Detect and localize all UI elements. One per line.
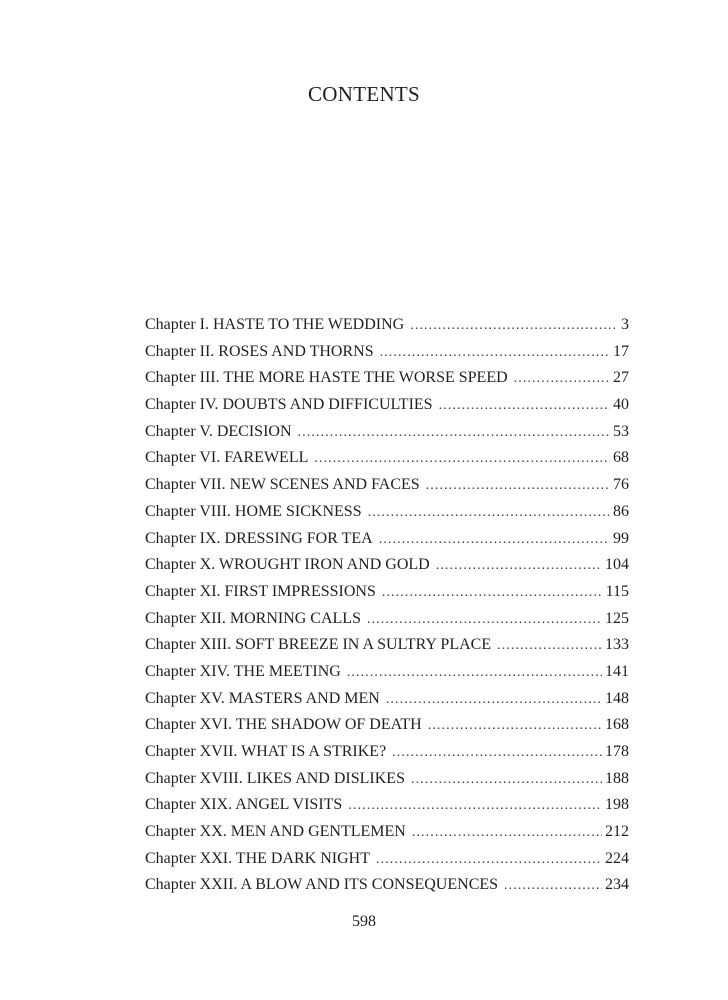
toc-entry-title: Chapter XI. FIRST IMPRESSIONS bbox=[145, 582, 376, 600]
dot-leader bbox=[412, 820, 602, 847]
toc-entry[interactable] bbox=[145, 339, 629, 366]
dot-leader bbox=[411, 767, 602, 794]
toc-entry[interactable] bbox=[145, 846, 629, 873]
toc-entry-page: 68 bbox=[613, 449, 629, 467]
toc-entry[interactable] bbox=[145, 712, 629, 739]
dot-leader bbox=[497, 633, 602, 660]
toc-entry-title: Chapter II. ROSES AND THORNS bbox=[145, 342, 374, 360]
toc-entry[interactable] bbox=[145, 499, 629, 526]
toc-entry-title: Chapter XXII. A BLOW AND ITS CONSEQUENCES bbox=[145, 876, 499, 894]
toc-entry[interactable] bbox=[145, 392, 629, 419]
toc-entry-page: 40 bbox=[613, 396, 629, 414]
dot-leader bbox=[386, 687, 602, 714]
toc-entry-title: Chapter VI. FAREWELL bbox=[145, 449, 309, 467]
toc-entry-title: Chapter XXI. THE DARK NIGHT bbox=[145, 849, 370, 867]
dot-leader bbox=[368, 500, 610, 527]
toc-entry-page: 178 bbox=[605, 743, 629, 760]
toc-entry-title: Chapter XVII. WHAT IS A STRIKE? bbox=[145, 743, 387, 760]
table-of-contents bbox=[145, 312, 629, 899]
toc-entry[interactable] bbox=[145, 312, 629, 339]
toc-entry-title: Chapter VIII. HOME SICKNESS bbox=[145, 502, 362, 520]
dot-leader bbox=[426, 473, 610, 500]
page-title: CONTENTS bbox=[307, 82, 421, 106]
toc-entry-title: Chapter XII. MORNING CALLS bbox=[145, 609, 361, 627]
toc-entry[interactable] bbox=[145, 606, 629, 633]
toc-entry[interactable] bbox=[145, 445, 629, 472]
toc-entry-page: 125 bbox=[605, 609, 629, 627]
toc-entry[interactable] bbox=[145, 526, 629, 553]
toc-entry-page: 148 bbox=[605, 689, 629, 707]
dot-leader bbox=[504, 873, 602, 900]
toc-entry-page: 188 bbox=[605, 769, 629, 787]
toc-entry-title: Chapter III. THE MORE HASTE THE WORSE SPEED bbox=[145, 369, 508, 387]
toc-entry-page: 212 bbox=[605, 823, 629, 841]
toc-entry-page: 99 bbox=[613, 529, 629, 547]
dot-leader bbox=[410, 313, 618, 340]
dot-leader bbox=[439, 393, 610, 420]
toc-entry-title: Chapter IX. DRESSING FOR TEA bbox=[145, 529, 373, 547]
toc-entry-title: Chapter V. DECISION bbox=[145, 422, 292, 440]
dot-leader bbox=[348, 793, 602, 820]
toc-entry-title: Chapter XIII. SOFT BREEZE IN A SULTRY PLACE bbox=[145, 636, 492, 654]
toc-entry[interactable] bbox=[145, 659, 629, 686]
toc-entry-title: Chapter VII. NEW SCENES AND FACES bbox=[145, 476, 420, 494]
dot-leader bbox=[314, 446, 610, 473]
dot-leader bbox=[379, 527, 610, 554]
toc-entry[interactable] bbox=[145, 872, 629, 899]
toc-entry-page: 133 bbox=[605, 636, 629, 654]
toc-entry-page: 224 bbox=[605, 849, 629, 867]
toc-entry-page: 104 bbox=[605, 556, 629, 574]
dot-leader bbox=[382, 580, 603, 607]
toc-entry[interactable] bbox=[145, 766, 629, 793]
toc-entry-page: 17 bbox=[613, 342, 629, 360]
toc-entry-title: Chapter X. WROUGHT IRON AND GOLD bbox=[145, 556, 430, 574]
toc-entry[interactable] bbox=[145, 632, 629, 659]
toc-entry-page: 3 bbox=[621, 316, 629, 333]
toc-entry-title: Chapter XIX. ANGEL VISITS bbox=[145, 796, 343, 814]
toc-entry-page: 141 bbox=[605, 662, 629, 680]
toc-entry-title: Chapter XVI. THE SHADOW OF DEATH bbox=[145, 716, 422, 734]
toc-entry-page: 168 bbox=[605, 716, 629, 734]
toc-entry-page: 76 bbox=[613, 476, 629, 494]
toc-entry-page: 198 bbox=[605, 796, 629, 814]
dot-leader bbox=[392, 740, 602, 767]
toc-entry[interactable] bbox=[145, 686, 629, 713]
toc-entry[interactable] bbox=[145, 792, 629, 819]
toc-entry[interactable] bbox=[145, 819, 629, 846]
dot-leader bbox=[436, 553, 602, 580]
dot-leader bbox=[428, 713, 602, 740]
toc-entry[interactable] bbox=[145, 579, 629, 606]
dot-leader bbox=[380, 340, 610, 367]
page-number: 598 bbox=[352, 913, 376, 930]
dot-leader bbox=[514, 366, 610, 393]
toc-entry[interactable] bbox=[145, 552, 629, 579]
dot-leader bbox=[298, 420, 610, 447]
toc-entry-title: Chapter XIV. THE MEETING bbox=[145, 662, 341, 680]
toc-entry-title: Chapter XX. MEN AND GENTLEMEN bbox=[145, 823, 406, 841]
toc-entry-page: 115 bbox=[605, 582, 629, 600]
toc-entry-page: 53 bbox=[613, 422, 629, 440]
dot-leader bbox=[376, 847, 602, 874]
dot-leader bbox=[367, 607, 602, 634]
toc-entry-title: Chapter XV. MASTERS AND MEN bbox=[145, 689, 380, 707]
toc-entry[interactable] bbox=[145, 739, 629, 766]
toc-entry-title: Chapter IV. DOUBTS AND DIFFICULTIES bbox=[145, 396, 433, 414]
toc-entry-page: 234 bbox=[605, 876, 629, 894]
toc-entry-page: 27 bbox=[613, 369, 629, 387]
toc-entry[interactable] bbox=[145, 472, 629, 499]
toc-entry-page: 86 bbox=[613, 502, 629, 520]
toc-entry[interactable] bbox=[145, 419, 629, 446]
toc-entry-title: Chapter I. HASTE TO THE WEDDING bbox=[145, 316, 405, 333]
toc-entry[interactable] bbox=[145, 365, 629, 392]
toc-entry-title: Chapter XVIII. LIKES AND DISLIKES bbox=[145, 769, 405, 787]
dot-leader bbox=[347, 660, 602, 687]
